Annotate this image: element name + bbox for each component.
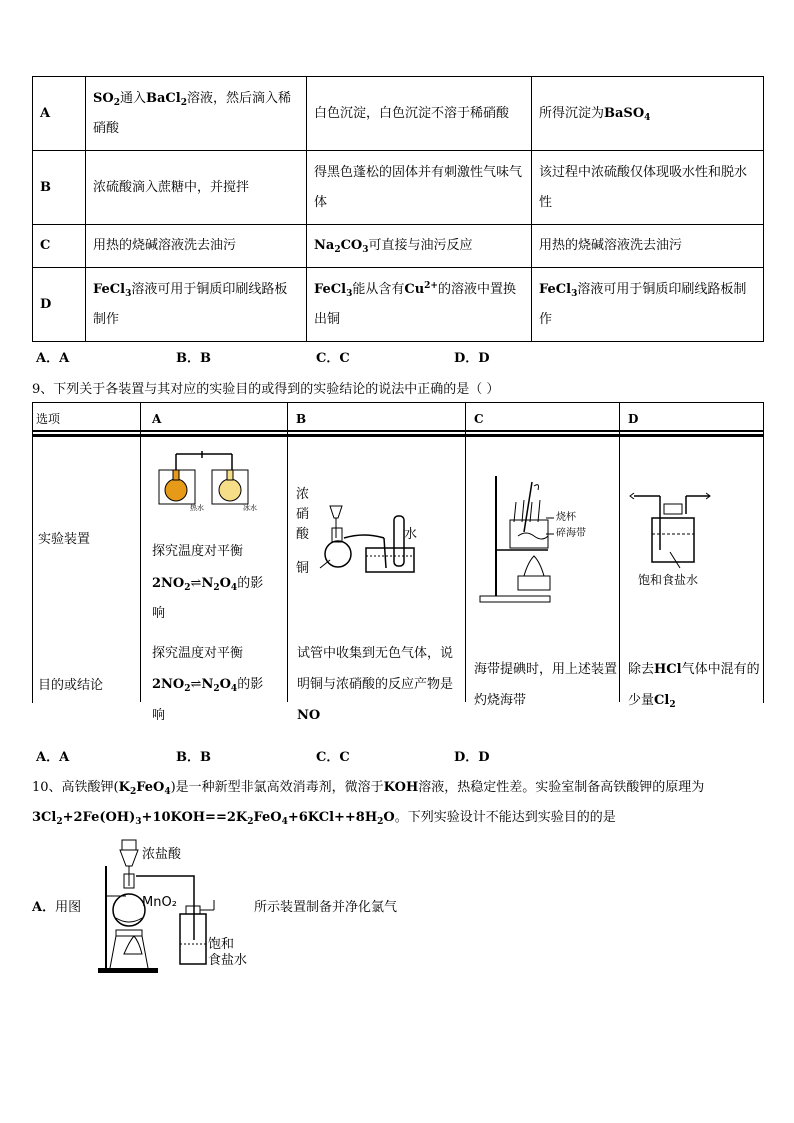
copper-label: 铜 xyxy=(296,561,310,576)
mno2-label: MnO₂ xyxy=(142,895,177,910)
option-c[interactable]: C．C xyxy=(316,750,350,765)
option-d[interactable]: D．D xyxy=(454,750,490,765)
row-label: C xyxy=(33,225,86,268)
conc-nitric-acid-label-1: 浓 xyxy=(296,487,310,502)
a-device-text: 探究温度对平衡 xyxy=(152,544,244,559)
water-label: 水 xyxy=(404,527,418,542)
ice-water-label: 冰水 xyxy=(243,504,257,512)
table-cell: 用热的烧碱溶液洗去油污 xyxy=(532,225,764,268)
table-row xyxy=(33,151,764,225)
header-rule xyxy=(32,434,764,437)
table-row xyxy=(33,268,764,342)
table-cell: 白色沉淀，白色沉淀不溶于稀硝酸 xyxy=(307,77,532,151)
table-cell: 该过程中浓硫酸仅体现吸水性和脱水性 xyxy=(532,151,764,225)
a-conclusion-line1: 探究温度对平衡 xyxy=(152,646,244,661)
answer-table xyxy=(32,76,764,342)
header-c: C xyxy=(474,412,484,426)
option-a[interactable]: A．A xyxy=(36,351,70,366)
col-divider xyxy=(465,402,466,702)
row-label: A xyxy=(33,77,86,151)
beaker-label: 烧杯 xyxy=(556,512,576,523)
option-c[interactable]: C．C xyxy=(316,351,350,366)
a-device-equation: $2NO_2\rightleftharpoons N_2O_4$的影 xyxy=(152,576,264,593)
question-10-line2: $3Cl_2+2Fe(OH)_3+10KOH==2K_2FeO_4+6KCl++8H_2O$。下列实验设计不能达到实验目的的是 xyxy=(32,810,616,827)
d-conclusion: 除去HCl气体中混有的少量$Cl_2$ xyxy=(628,662,760,710)
b-conclusion: 试管中收集到无色气体，说明铜与浓硝酸的反应产物是NO xyxy=(297,646,454,723)
c-conclusion: 海带提碘时，用上述装置灼烧海带 xyxy=(474,662,618,708)
option-d[interactable]: D．D xyxy=(454,351,490,366)
table-row xyxy=(33,77,764,151)
table-cell: FeCl$_3$溶液可用于铜质印刷线路板制作 xyxy=(532,268,764,342)
table-cell: 用热的烧碱溶液洗去油污 xyxy=(86,225,307,268)
two-flask-apparatus-figure xyxy=(156,448,257,520)
header-option: 选项 xyxy=(36,412,61,426)
table-cell: $SO_2$通入BaCl$_2$溶液，然后滴入稀硝酸 xyxy=(86,77,307,151)
header-a: A xyxy=(152,412,162,426)
brine-label: 饱和食盐水 xyxy=(638,573,699,587)
beaker-heating-apparatus-figure xyxy=(476,472,596,608)
header-d: D xyxy=(628,412,639,426)
table-cell: FeCl$_3$能从含有$Cu^{2+}$的溶液中置换出铜 xyxy=(307,268,532,342)
header-rule xyxy=(32,430,764,432)
a-device-equation-end: 响 xyxy=(152,606,166,621)
question-9-table xyxy=(32,402,764,723)
hot-water-label: 热水 xyxy=(190,504,204,512)
conc-hcl-label: 浓盐酸 xyxy=(142,847,182,862)
table-cell: 浓硫酸滴入蔗糖中，并搅拌 xyxy=(86,151,307,225)
row-label: D xyxy=(33,268,86,342)
seaweed-label: 碎海带 xyxy=(556,528,586,539)
brine-label-1: 饱和 xyxy=(208,937,235,952)
option-a-text-pre: A．用图 xyxy=(32,900,82,915)
table-cell: FeCl$_3$溶液可用于铜质印刷线路板制作 xyxy=(86,268,307,342)
chlorine-generator-figure xyxy=(96,836,256,976)
option-b[interactable]: B．B xyxy=(176,750,211,765)
a-conclusion-line3: 响 xyxy=(152,708,166,723)
row-label-device: 实验装置 xyxy=(38,532,91,547)
col-divider xyxy=(619,402,620,702)
row-label-conclusion: 目的或结论 xyxy=(38,678,104,693)
a-conclusion-line2: $2NO_2\rightleftharpoons N_2O_4$的影 xyxy=(152,677,264,694)
question-10-line1: 10、高铁酸钾$(K_2FeO_4)$是一种新型非氯高效消毒剂，微溶于KOH溶液，热稳定性差。实验室制备高铁酸钾的原理为 xyxy=(32,780,705,797)
table-cell: $Na_2CO_3$可直接与油污反应 xyxy=(307,225,532,268)
gas-washing-bottle-figure xyxy=(630,490,740,590)
table-row xyxy=(33,225,764,268)
conc-nitric-acid-label-2: 硝 xyxy=(296,507,310,522)
row-label: B xyxy=(33,151,86,225)
option-a[interactable]: A．A xyxy=(36,750,70,765)
copper-nitric-acid-apparatus-figure xyxy=(294,476,424,584)
option-a-text-post: 所示装置制备并净化氯气 xyxy=(254,900,398,915)
header-b: B xyxy=(296,412,307,426)
conc-nitric-acid-label-3: 酸 xyxy=(296,527,310,542)
col-divider xyxy=(140,402,141,702)
option-b[interactable]: B．B xyxy=(176,351,211,366)
brine-label-2: 食盐水 xyxy=(208,953,248,968)
table-cell: 所得沉淀为BaSO$_4$ xyxy=(532,77,764,151)
question-9: 9、下列关于各装置与其对应的实验目的或得到的实验结论的说法中正确的是（ ） xyxy=(32,382,500,397)
col-divider xyxy=(287,402,288,702)
table-cell: 得黑色蓬松的固体并有刺激性气味气体 xyxy=(307,151,532,225)
